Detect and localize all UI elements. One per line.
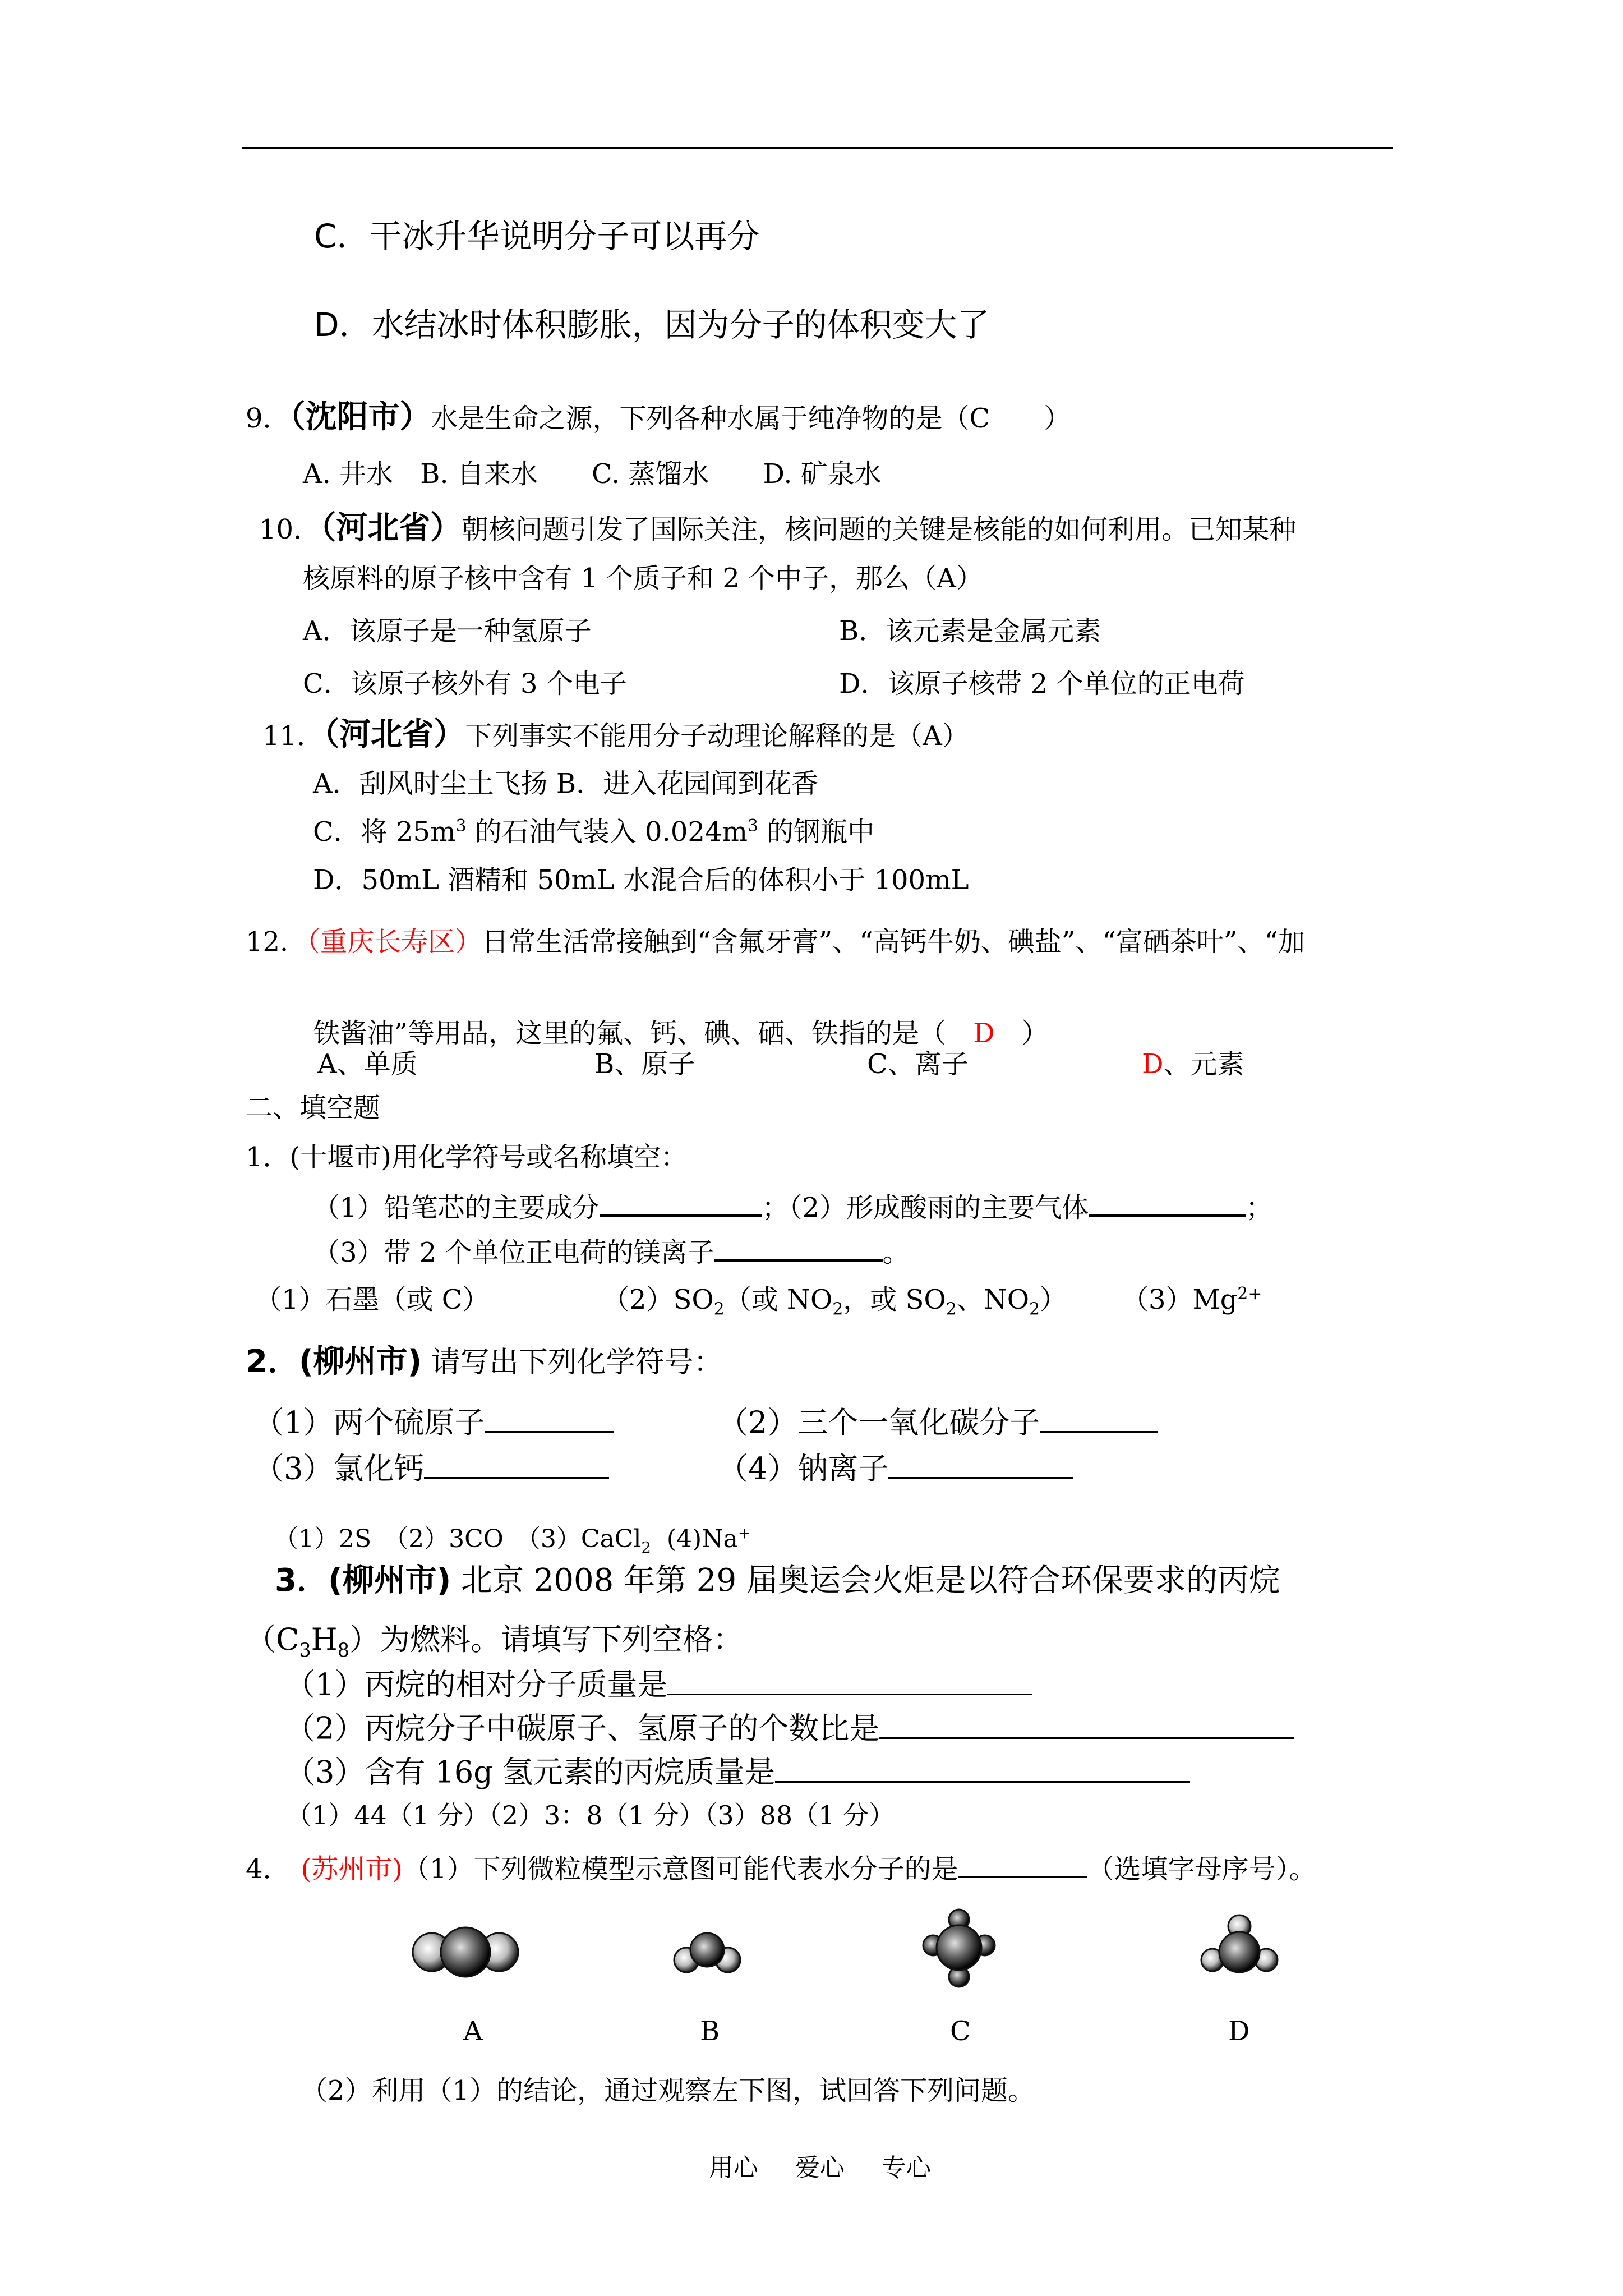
- q12-source: （重庆长寿区）: [307, 926, 482, 958]
- q8-option-d: D．水结冰时体积膨胀，因为分子的体积变大了: [314, 306, 990, 344]
- f2-number: 2．: [246, 1343, 299, 1380]
- f2-blank-2[interactable]: [1040, 1404, 1158, 1433]
- molecule-label-c: C: [950, 2016, 971, 2047]
- molecule-model-a: [409, 1918, 522, 1986]
- f3-source: (柳州市): [328, 1562, 451, 1599]
- q11-option-ab: A．刮风时尘土飞扬 B．进入花园闻到花香: [313, 768, 819, 799]
- q10-option-c: C．该原子核外有 3 个电子: [303, 668, 627, 700]
- f1-answer-2: $(2)SO_2$（或 $NO_2$，或 $SO_2$、$NO_2$）: [602, 1284, 1067, 1319]
- q11-stem: [262, 717, 969, 753]
- f3-part1: （1）丙烷的相对分子质量是: [285, 1666, 1032, 1703]
- f2-stem: 2．(柳州市) 请写出下列化学符号：: [246, 1343, 723, 1380]
- f3-blank-3[interactable]: [775, 1754, 1190, 1783]
- molecule-label-d: D: [1228, 2016, 1250, 2047]
- q12-option-c: C、离子: [867, 1048, 969, 1080]
- f4-stem: 4． (苏州市)（1）下列微粒模型示意图可能代表水分子的是 （选填字母序号）。: [246, 1852, 1316, 1885]
- f3-number: 3．: [275, 1562, 328, 1599]
- footer-text-3: 专心: [882, 2154, 931, 2182]
- f1-answer-3: $(3)Mg^{2+}$: [1122, 1284, 1262, 1315]
- q12-option-d: D、元素: [1142, 1048, 1244, 1080]
- f1-answer-1: （1）石墨（或 C）: [255, 1284, 490, 1315]
- q12-option-a: A、单质: [317, 1048, 418, 1080]
- footer-text-2: 爱心: [795, 2154, 845, 2182]
- f2-blank-3[interactable]: [424, 1450, 609, 1479]
- q12-option-b: B、原子: [594, 1048, 695, 1080]
- f3-blank-2[interactable]: [879, 1710, 1294, 1739]
- molecule-label-b: B: [700, 2016, 720, 2047]
- q11-text: 下列事实不能用分子动理论解释的是（A）: [465, 720, 969, 752]
- q10-number: 10．: [259, 514, 321, 545]
- f1-blank-2[interactable]: [1089, 1190, 1246, 1217]
- molecule-label-a: A: [463, 2016, 483, 2047]
- q11-option-c: C．将 $25m^3$ 的石油气装入 $0.024m^3$ 的钢瓶中: [313, 816, 875, 848]
- f1-part3: （3）带 2 个单位正电荷的镁离子 。: [313, 1235, 910, 1268]
- q11-option-d: D．50mL 酒精和 50mL 水混合后的体积小于 100mL: [313, 864, 969, 896]
- q9-text: 水是生命之源，下列各种水属于纯净物的是（C ）: [431, 403, 1071, 434]
- q10-option-d: D．该原子核带 2 个单位的正电荷: [839, 668, 1245, 700]
- f2-blank-4[interactable]: [888, 1450, 1073, 1479]
- f1-blank-3[interactable]: [714, 1235, 883, 1262]
- f3-stem-line1: 3．(柳州市) 北京 2008 年第 29 届奥运会火炬是以符合环保要求的丙烷: [275, 1562, 1280, 1599]
- f2-part2: （2）三个一氧化碳分子: [718, 1404, 1158, 1441]
- footer-text-1: 用心: [709, 2154, 758, 2182]
- q12-text: 日常生活常接触到“含氟牙膏”、“高钙牛奶、碘盐”、“富硒茶叶”、“加: [482, 926, 1305, 958]
- molecule-model-c: [920, 1907, 998, 1991]
- q10-option-a: A．该原子是一种氢原子: [303, 615, 592, 647]
- q12-number: 12．: [246, 926, 307, 958]
- q11-source: （河北省）: [324, 716, 465, 753]
- q10-stem-line2: 核原料的原子核中含有 1 个质子和 2 个中子，那么（A）: [303, 563, 983, 594]
- f4-number: 4．: [246, 1853, 290, 1885]
- f1-part1: （1）铅笔芯的主要成分 ；（2）形成酸雨的主要气体 ；: [313, 1190, 1272, 1223]
- section-title: 二、填空题: [246, 1092, 381, 1124]
- q12-stem-line1: [246, 927, 1305, 958]
- f2-part4: （4）钠离子: [718, 1450, 1073, 1487]
- q11-number: 11．: [262, 720, 324, 752]
- q12-stem-line2: 铁酱油”等用品，这里的氟、钙、碘、硒、铁指的是（ D ）: [313, 1018, 1049, 1050]
- f2-part3: （3）氯化钙: [253, 1450, 609, 1487]
- f3-answers: （1）44（1 分）（2）3：8（1 分）（3）88（1 分）: [286, 1800, 895, 1830]
- f3-part3: （3）含有 16g 氢元素的丙烷质量是: [285, 1754, 1190, 1790]
- q9-source: （沈阳市）: [289, 399, 431, 435]
- q10-text: 朝核问题引发了国际关注，核问题的关键是核能的如何利用。已知某种: [462, 514, 1297, 545]
- q9-options: A. 井水 B. 自来水 C. 蒸馏水 D. 矿泉水: [303, 458, 882, 490]
- header-rule: [242, 147, 1393, 149]
- f4-blank-1[interactable]: [958, 1852, 1087, 1878]
- q8-option-c: C．干冰升华说明分子可以再分: [314, 217, 760, 255]
- f2-answers: （1）2S （2）3CO （3）CaCl$_2$ (4)Na+: [273, 1524, 751, 1557]
- q10-stem-line1: [259, 510, 1296, 546]
- f3-part2: （2）丙烷分子中碳原子、氢原子的个数比是: [285, 1710, 1294, 1746]
- f2-source: (柳州市): [298, 1343, 422, 1380]
- q9-number: 9．: [246, 403, 290, 434]
- molecule-model-b: [671, 1927, 744, 1978]
- f2-blank-1[interactable]: [485, 1404, 614, 1433]
- f1-blank-1[interactable]: [600, 1190, 762, 1217]
- q12-answer: D: [973, 1018, 995, 1050]
- f4-part2: （2）利用（1）的结论，通过观察左下图，试回答下列问题。: [301, 2075, 1035, 2106]
- f3-stem-line2: $(C_3H_8)$为燃料。请填写下列空格：: [246, 1622, 744, 1661]
- q10-option-b: B．该元素是金属元素: [839, 615, 1101, 647]
- f3-blank-1[interactable]: [667, 1666, 1032, 1695]
- molecule-model-d: [1200, 1913, 1279, 1986]
- f1-stem: 1．(十堰市)用化学符号或名称填空：: [246, 1142, 688, 1173]
- q9-stem: [246, 399, 1071, 435]
- f4-source: (苏州市): [301, 1853, 403, 1885]
- q10-source: （河北省）: [320, 510, 462, 546]
- f2-part1: （1）两个硫原子: [253, 1404, 614, 1441]
